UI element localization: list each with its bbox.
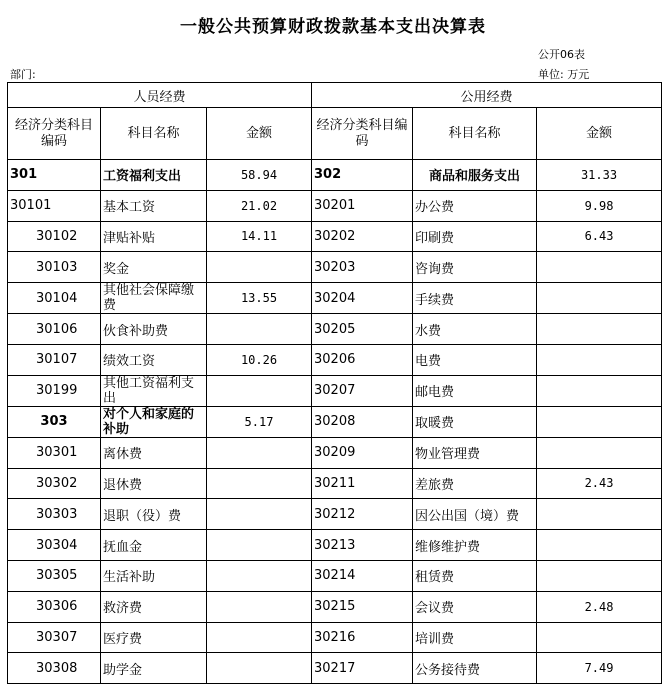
table-row <box>8 221 662 252</box>
right-code-cell: 30211 <box>312 468 413 499</box>
right-name-cell: 因公出国（境）费 <box>413 499 537 530</box>
left-name-cell: 对个人和家庭的补助 <box>101 406 207 437</box>
right-code-header: 经济分类科目编码 <box>312 108 413 160</box>
right-name-cell: 商品和服务支出 <box>413 160 537 191</box>
left-code-cell: 30107 <box>8 344 101 375</box>
public-header: 公用经费 <box>312 83 662 108</box>
left-code-header: 经济分类科目编码 <box>8 108 101 160</box>
right-code-cell: 30202 <box>312 221 413 252</box>
right-amount-cell: 6.43 <box>537 221 662 252</box>
left-amount-cell <box>207 560 312 591</box>
right-amount-cell <box>537 406 662 437</box>
left-name-cell: 其他社会保障缴费 <box>101 283 207 314</box>
column-header-row <box>8 108 662 160</box>
left-amount-cell <box>207 437 312 468</box>
right-name-cell: 印刷费 <box>413 221 537 252</box>
right-amount-cell <box>537 314 662 345</box>
left-amount-cell: 58.94 <box>207 160 312 191</box>
right-name-cell: 物业管理费 <box>413 437 537 468</box>
right-code-cell: 30209 <box>312 437 413 468</box>
right-code-cell: 30212 <box>312 499 413 530</box>
right-name-cell: 租赁费 <box>413 560 537 591</box>
left-name-cell: 退职（役）费 <box>101 499 207 530</box>
left-code-cell: 30106 <box>8 314 101 345</box>
right-name-cell: 会议费 <box>413 591 537 622</box>
right-name-cell: 培训费 <box>413 622 537 653</box>
right-code-cell: 30214 <box>312 560 413 591</box>
right-code-cell: 30216 <box>312 622 413 653</box>
left-amount-header: 金额 <box>207 108 312 160</box>
left-name-cell: 伙食补助费 <box>101 314 207 345</box>
left-amount-cell: 21.02 <box>207 190 312 221</box>
left-name-cell: 绩效工资 <box>101 344 207 375</box>
left-code-cell: 30306 <box>8 591 101 622</box>
table-row <box>8 190 662 221</box>
left-amount-cell <box>207 375 312 406</box>
left-code-cell: 30102 <box>8 221 101 252</box>
table-row <box>8 344 662 375</box>
right-code-cell: 30217 <box>312 653 413 684</box>
right-name-cell: 取暖费 <box>413 406 537 437</box>
left-code-cell: 30303 <box>8 499 101 530</box>
right-name-cell: 维修维护费 <box>413 530 537 561</box>
left-name-cell: 基本工资 <box>101 190 207 221</box>
right-amount-header: 金额 <box>537 108 662 160</box>
right-amount-cell <box>537 437 662 468</box>
right-amount-cell: 31.33 <box>537 160 662 191</box>
unit-label: 单位: 万元 <box>538 68 590 81</box>
right-code-cell: 30207 <box>312 375 413 406</box>
left-amount-cell: 14.11 <box>207 221 312 252</box>
right-amount-cell: 2.43 <box>537 468 662 499</box>
table-row <box>8 437 662 468</box>
left-amount-cell: 5.17 <box>207 406 312 437</box>
left-name-cell: 退休费 <box>101 468 207 499</box>
left-code-cell: 30103 <box>8 252 101 283</box>
right-amount-cell <box>537 252 662 283</box>
table-row <box>8 314 662 345</box>
table-row <box>8 530 662 561</box>
left-name-cell: 医疗费 <box>101 622 207 653</box>
right-amount-cell <box>537 499 662 530</box>
left-name-header: 科目名称 <box>101 108 207 160</box>
right-name-cell: 公务接待费 <box>413 653 537 684</box>
right-name-cell: 咨询费 <box>413 252 537 283</box>
right-amount-cell <box>537 283 662 314</box>
right-name-cell: 手续费 <box>413 283 537 314</box>
left-name-cell: 抚血金 <box>101 530 207 561</box>
group-header-row <box>8 83 662 108</box>
left-code-cell: 303 <box>8 406 101 437</box>
left-amount-cell <box>207 622 312 653</box>
right-amount-cell <box>537 344 662 375</box>
left-name-cell: 助学金 <box>101 653 207 684</box>
right-name-cell: 差旅费 <box>413 468 537 499</box>
table-row <box>8 499 662 530</box>
right-code-cell: 30208 <box>312 406 413 437</box>
table-row <box>8 622 662 653</box>
left-code-cell: 30302 <box>8 468 101 499</box>
table-row <box>8 468 662 499</box>
right-code-cell: 30205 <box>312 314 413 345</box>
right-name-cell: 水费 <box>413 314 537 345</box>
right-code-cell: 302 <box>312 160 413 191</box>
table-row <box>8 591 662 622</box>
left-code-cell: 30305 <box>8 560 101 591</box>
right-name-header: 科目名称 <box>413 108 537 160</box>
left-name-cell: 生活补助 <box>101 560 207 591</box>
table-row <box>8 406 662 437</box>
right-amount-cell: 2.48 <box>537 591 662 622</box>
right-amount-cell <box>537 530 662 561</box>
left-code-cell: 30101 <box>8 190 101 221</box>
right-amount-cell <box>537 375 662 406</box>
left-name-cell: 救济费 <box>101 591 207 622</box>
department-label: 部门: <box>10 68 36 81</box>
left-code-cell: 30304 <box>8 530 101 561</box>
left-name-cell: 工资福利支出 <box>101 160 207 191</box>
form-number: 公开06表 <box>538 48 585 61</box>
left-name-cell: 津贴补贴 <box>101 221 207 252</box>
left-name-cell: 其他工资福利支出 <box>101 375 207 406</box>
right-name-cell: 电费 <box>413 344 537 375</box>
left-amount-cell <box>207 314 312 345</box>
right-amount-cell <box>537 560 662 591</box>
right-code-cell: 30201 <box>312 190 413 221</box>
right-amount-cell <box>537 622 662 653</box>
right-amount-cell: 9.98 <box>537 190 662 221</box>
left-amount-cell: 13.55 <box>207 283 312 314</box>
left-amount-cell <box>207 591 312 622</box>
left-amount-cell <box>207 530 312 561</box>
left-name-cell: 离休费 <box>101 437 207 468</box>
left-code-cell: 30199 <box>8 375 101 406</box>
right-code-cell: 30203 <box>312 252 413 283</box>
left-amount-cell <box>207 499 312 530</box>
left-amount-cell <box>207 468 312 499</box>
left-amount-cell <box>207 252 312 283</box>
right-name-cell: 邮电费 <box>413 375 537 406</box>
left-code-cell: 30301 <box>8 437 101 468</box>
table-row <box>8 653 662 684</box>
left-code-cell: 30104 <box>8 283 101 314</box>
table-row <box>8 560 662 591</box>
report-title: 一般公共预算财政拨款基本支出决算表 <box>180 17 486 37</box>
left-code-cell: 30307 <box>8 622 101 653</box>
left-amount-cell <box>207 653 312 684</box>
expenditure-table <box>7 82 662 684</box>
table-row <box>8 252 662 283</box>
left-name-cell: 奖金 <box>101 252 207 283</box>
left-code-cell: 301 <box>8 160 101 191</box>
table-row <box>8 160 662 191</box>
left-amount-cell: 10.26 <box>207 344 312 375</box>
right-name-cell: 办公费 <box>413 190 537 221</box>
table-row <box>8 375 662 406</box>
right-code-cell: 30215 <box>312 591 413 622</box>
personnel-header: 人员经费 <box>8 83 312 108</box>
left-code-cell: 30308 <box>8 653 101 684</box>
right-code-cell: 30213 <box>312 530 413 561</box>
right-code-cell: 30206 <box>312 344 413 375</box>
table-row <box>8 283 662 314</box>
right-code-cell: 30204 <box>312 283 413 314</box>
right-amount-cell: 7.49 <box>537 653 662 684</box>
